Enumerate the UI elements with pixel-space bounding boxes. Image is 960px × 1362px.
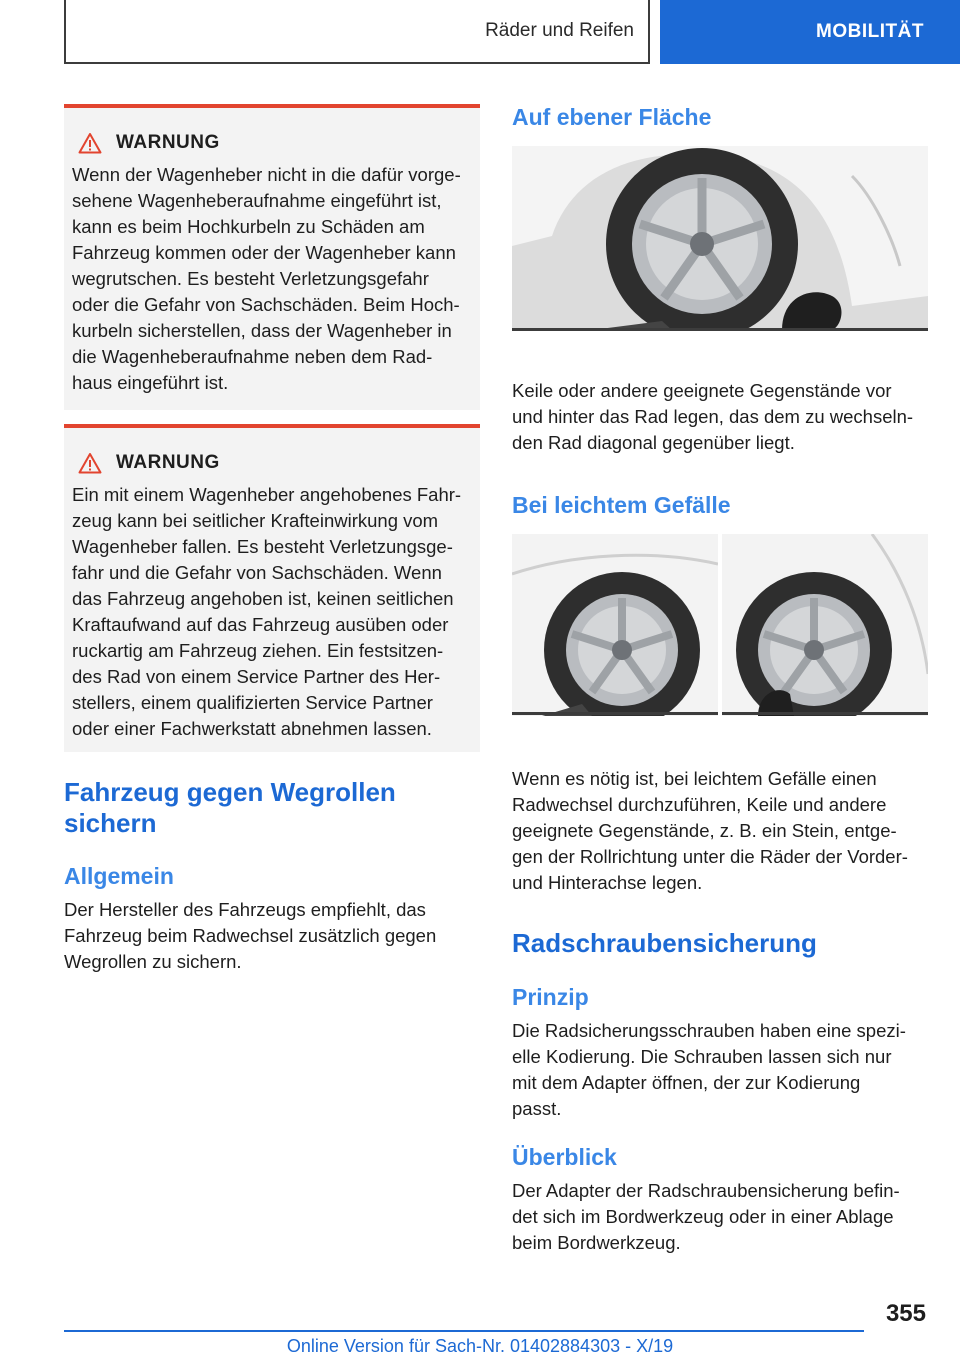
text-line: beim Bordwerkzeug. (512, 1232, 681, 1253)
warning-triangle-icon (78, 452, 102, 474)
text-line: passt. (512, 1098, 562, 1119)
section-title (64, 777, 396, 839)
text-line: Der Adapter der Radschraubensicherung befin‐ (512, 1180, 900, 1201)
text-line: Ein mit einem Wagenheber angehobenes Fahr‐ (72, 484, 462, 505)
warning-title-row (72, 130, 472, 156)
text-line: Fahrzeug beim Radwechsel zusätzlich gegen (64, 925, 437, 946)
text-line: Wenn der Wagenheber nicht in die dafür vorge‐ (72, 164, 461, 185)
header-section-box (64, 0, 650, 64)
text-line: Wagenheber fallen. Es besteht Verletzungsge‐ (72, 536, 453, 557)
text-line: kann es beim Hochkurbeln zu Schäden am (72, 216, 425, 237)
text-line: und Hinterachse legen. (512, 872, 703, 893)
warning-box-vehicle-falling (64, 424, 480, 752)
text-line: mit dem Adapter öffnen, der zur Kodierung (512, 1072, 861, 1093)
illustration-wheel-chock-slope-front (512, 534, 718, 716)
paragraph-ueberblick (512, 1178, 900, 1256)
text-line: elle Kodierung. Die Schrauben lassen sich nur (512, 1046, 892, 1067)
section-title-line: Fahrzeug gegen Wegrollen (64, 777, 396, 807)
text-line: geeignete Gegenstände, z. B. ein Stein, entge‐ (512, 820, 897, 841)
paragraph-level-surface (512, 378, 913, 456)
text-line: und hinter das Rad legen, das dem zu wechseln‐ (512, 406, 914, 427)
text-line: sehene Wagenheberaufnahme eingeführt ist, (72, 190, 442, 211)
text-line: Keile oder andere geeignete Gegenstände vor (512, 380, 892, 401)
illustration-wheel-chock-level (512, 146, 928, 330)
text-line: das Fahrzeug angehoben ist, keinen seitlichen (72, 588, 454, 609)
paragraph-allgemein (64, 897, 436, 975)
text-line: zeug kann bei seitlicher Krafteinwirkung vom (72, 510, 439, 531)
footer-version-text: Online Version für Sach-Nr. 01402884303 - X/19 (286, 1336, 674, 1356)
text-line: oder einer Fachwerkstatt abnehmen lassen. (72, 718, 432, 739)
subheading-prinzip: Prinzip (512, 984, 589, 1010)
section-title-line: sichern (64, 808, 157, 838)
text-line: det sich im Bordwerkzeug oder in einer Ablage (512, 1206, 894, 1227)
subheading-ueberblick: Überblick (512, 1144, 617, 1170)
warning-triangle-icon (78, 132, 102, 154)
text-line: kurbeln sicherstellen, dass der Wagenheber in (72, 320, 452, 341)
text-line: ruckartig am Fahrzeug ziehen. Ein festsitzen‐ (72, 640, 444, 661)
paragraph-prinzip (512, 1018, 906, 1122)
text-line: Radwechsel durchzuführen, Keile und andere (512, 794, 887, 815)
warning-text (72, 162, 472, 396)
text-line: stellers, einem qualifizierten Service Partner (72, 692, 433, 713)
warning-title-row (72, 450, 472, 476)
text-line: die Wagenheberaufnahme neben dem Rad‐ (72, 346, 433, 367)
figure-wheel-slope-front (512, 534, 718, 716)
text-line: oder die Gefahr von Sachschäden. Beim Hoch‐ (72, 294, 460, 315)
warning-text (72, 482, 472, 742)
header-chapter-tab (660, 0, 960, 64)
paragraph-slight-slope (512, 766, 908, 896)
text-line: des Rad von einem Service Partner des Her‐ (72, 666, 441, 687)
text-line: gen der Rollrichtung unter die Räder der Vorder‐ (512, 846, 908, 867)
text-line: den Rad diagonal gegenüber liegt. (512, 432, 795, 453)
text-line: Die Radsicherungsschrauben haben eine spezi‐ (512, 1020, 906, 1041)
text-line: wegrutschen. Es besteht Verletzungsgefahr (72, 268, 429, 289)
heading-level-surface: Auf ebener Fläche (512, 104, 712, 130)
illustration-wheel-chock-slope-rear (722, 534, 928, 716)
warning-title: WARNUNG (116, 452, 220, 473)
warning-title: WARNUNG (116, 132, 220, 153)
figure-wheel-slope-rear (722, 534, 928, 716)
text-line: Wenn es nötig ist, bei leichtem Gefälle einen (512, 768, 877, 789)
heading-slight-slope: Bei leichtem Gefälle (512, 492, 731, 518)
text-line: fahr und die Gefahr von Sachschäden. Wenn (72, 562, 442, 583)
figure-baseline (512, 328, 928, 331)
text-line: haus eingeführt ist. (72, 372, 229, 393)
section-title-wheel-lock: Radschraubensicherung (512, 928, 817, 958)
page-number: 355 (885, 1300, 926, 1327)
text-line: Wegrollen zu sichern. (64, 951, 242, 972)
header-section-title: Räder und Reifen (485, 20, 634, 41)
header-chapter-title: MOBILITÄT (816, 21, 924, 42)
warning-box-jack-position (64, 104, 480, 410)
text-line: Der Hersteller des Fahrzeugs empfiehlt, das (64, 899, 426, 920)
text-line: Fahrzeug kommen oder der Wagenheber kann (72, 242, 456, 263)
figure-baseline (512, 712, 718, 715)
subheading-allgemein: Allgemein (64, 863, 174, 889)
footer-divider (64, 1330, 864, 1332)
text-line: Kraftaufwand auf das Fahrzeug ausüben oder (72, 614, 449, 635)
figure-wheel-level (512, 146, 928, 330)
figure-baseline (722, 712, 928, 715)
